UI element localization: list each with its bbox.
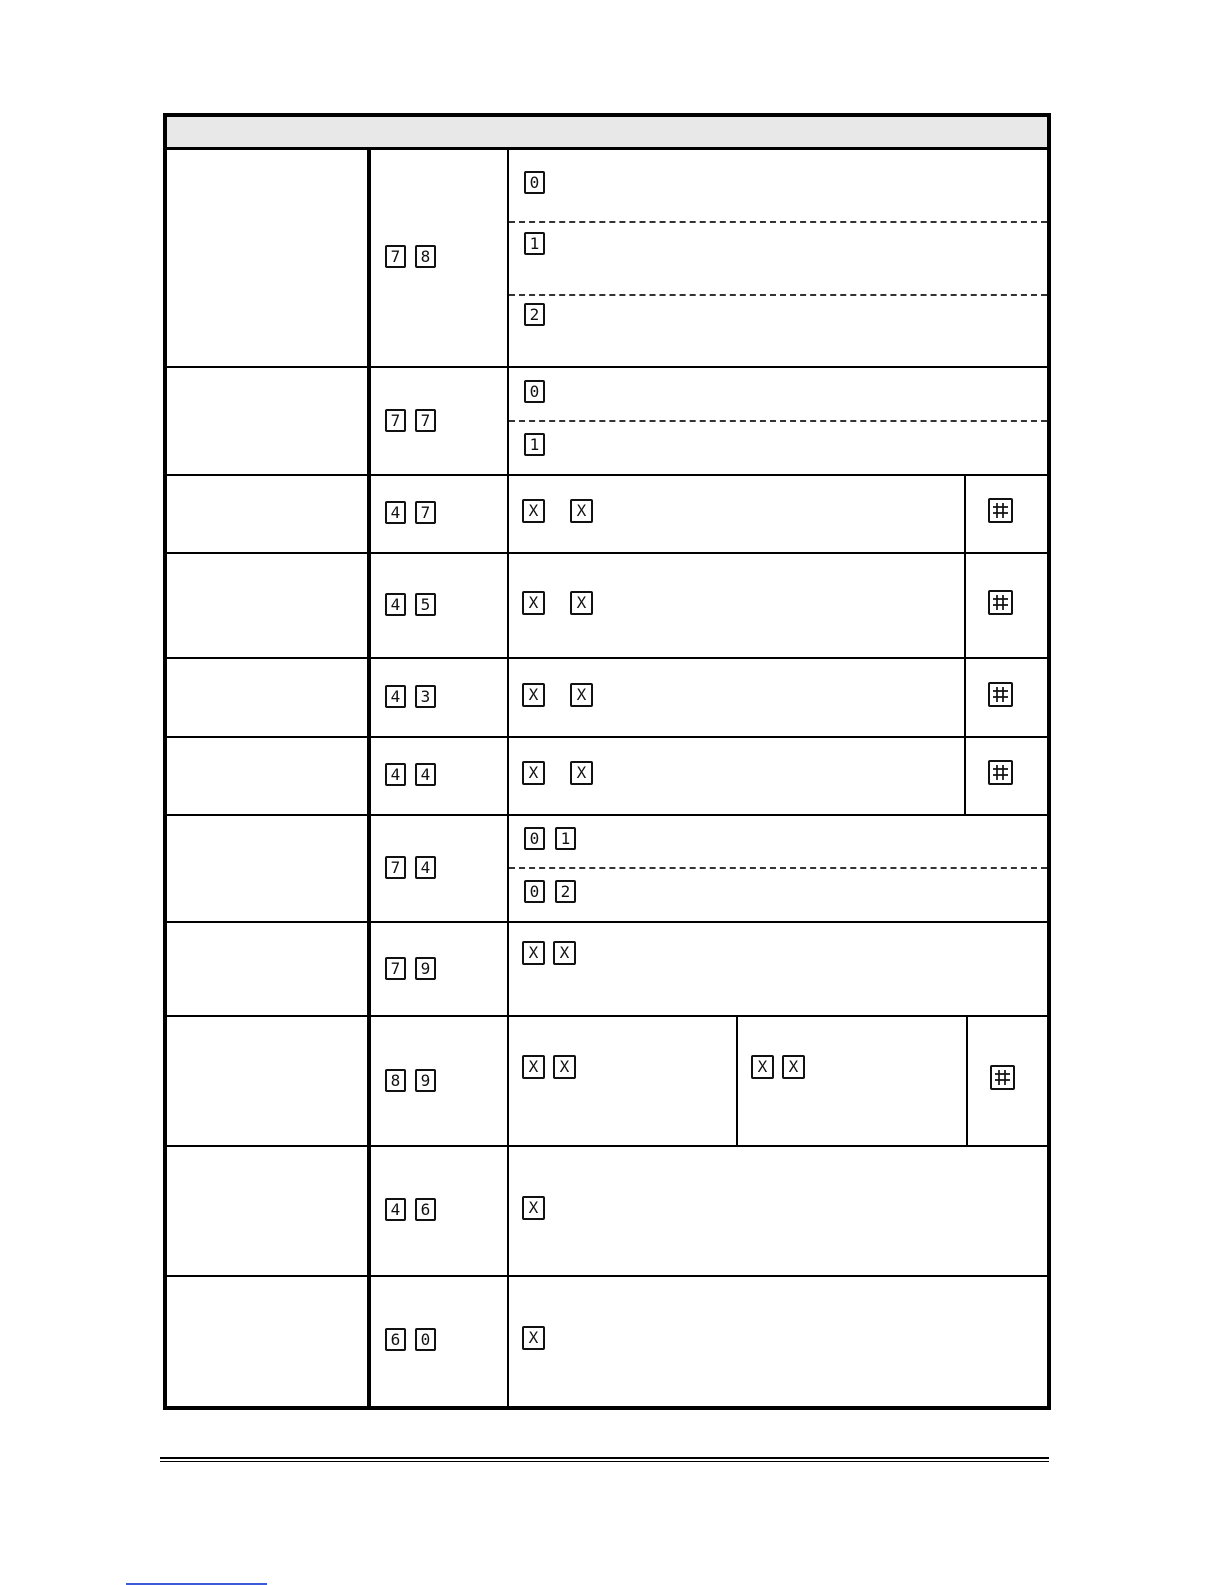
- row-divider: [167, 736, 1047, 738]
- code-key: 9: [415, 957, 436, 980]
- code-key: 6: [385, 1328, 406, 1351]
- sub-column-divider-b: [736, 1016, 738, 1146]
- option-key: 0: [524, 380, 545, 403]
- input-key: X: [570, 499, 593, 523]
- code-key: 7: [385, 245, 406, 268]
- row-divider: [167, 366, 1047, 368]
- code-key: 4: [385, 501, 406, 524]
- row-divider: [167, 1015, 1047, 1017]
- input-key: X: [522, 1326, 545, 1350]
- option-key: 0: [524, 827, 545, 850]
- code-key: 4: [385, 685, 406, 708]
- input-key: X: [522, 941, 545, 965]
- input-key: X: [570, 591, 593, 615]
- row-divider: [167, 921, 1047, 923]
- option-key: 0: [524, 880, 545, 903]
- enter-column-divider-b: [966, 1016, 968, 1146]
- input-key: X: [570, 683, 593, 707]
- hash-key-icon: [990, 1065, 1015, 1090]
- option-separator: [509, 221, 1047, 223]
- code-key: 6: [415, 1198, 436, 1221]
- option-key: 2: [555, 880, 576, 903]
- code-key: 7: [385, 957, 406, 980]
- option-key: 0: [524, 171, 545, 194]
- code-key: 3: [415, 685, 436, 708]
- input-key: X: [522, 761, 545, 785]
- input-key: X: [522, 591, 545, 615]
- row-divider: [167, 1275, 1047, 1277]
- input-key: X: [570, 761, 593, 785]
- option-key: 1: [524, 433, 545, 456]
- input-key: X: [522, 1196, 545, 1220]
- hash-key-icon: [988, 760, 1013, 785]
- table-header-bar: [167, 117, 1047, 148]
- footer-rule: [160, 1457, 1049, 1459]
- input-key: X: [751, 1055, 774, 1079]
- row-divider: [167, 657, 1047, 659]
- code-key: 5: [415, 593, 436, 616]
- code-key: 8: [415, 245, 436, 268]
- header-divider: [167, 147, 1047, 150]
- code-key: 9: [415, 1069, 436, 1092]
- code-key: 8: [385, 1069, 406, 1092]
- row-divider: [167, 552, 1047, 554]
- option-key: 1: [524, 232, 545, 255]
- hash-key-icon: [988, 682, 1013, 707]
- input-key: X: [522, 499, 545, 523]
- code-key: 4: [415, 763, 436, 786]
- code-key: 7: [385, 409, 406, 432]
- option-key: 2: [524, 303, 545, 326]
- input-key: X: [553, 1055, 576, 1079]
- code-key: 0: [415, 1328, 436, 1351]
- footer-rule: [160, 1461, 1049, 1462]
- enter-column-divider-a: [964, 475, 966, 815]
- input-key: X: [522, 683, 545, 707]
- code-key: 4: [385, 1198, 406, 1221]
- row-divider: [167, 1145, 1047, 1147]
- column-divider-1: [367, 150, 371, 1406]
- input-key: X: [522, 1055, 545, 1079]
- option-separator: [509, 294, 1047, 296]
- column-divider-2: [507, 150, 509, 1406]
- input-key: X: [553, 941, 576, 965]
- row-divider: [167, 814, 1047, 816]
- option-key: 1: [555, 827, 576, 850]
- input-key: X: [782, 1055, 805, 1079]
- code-key: 7: [415, 501, 436, 524]
- code-key: 4: [385, 763, 406, 786]
- row-divider: [167, 474, 1047, 476]
- option-separator: [509, 867, 1047, 869]
- settings-table: [163, 113, 1051, 1410]
- code-key: 7: [415, 409, 436, 432]
- code-key: 4: [415, 856, 436, 879]
- code-key: 7: [385, 856, 406, 879]
- hash-key-icon: [988, 498, 1013, 523]
- option-separator: [509, 420, 1047, 422]
- hash-key-icon: [988, 590, 1013, 615]
- code-key: 4: [385, 593, 406, 616]
